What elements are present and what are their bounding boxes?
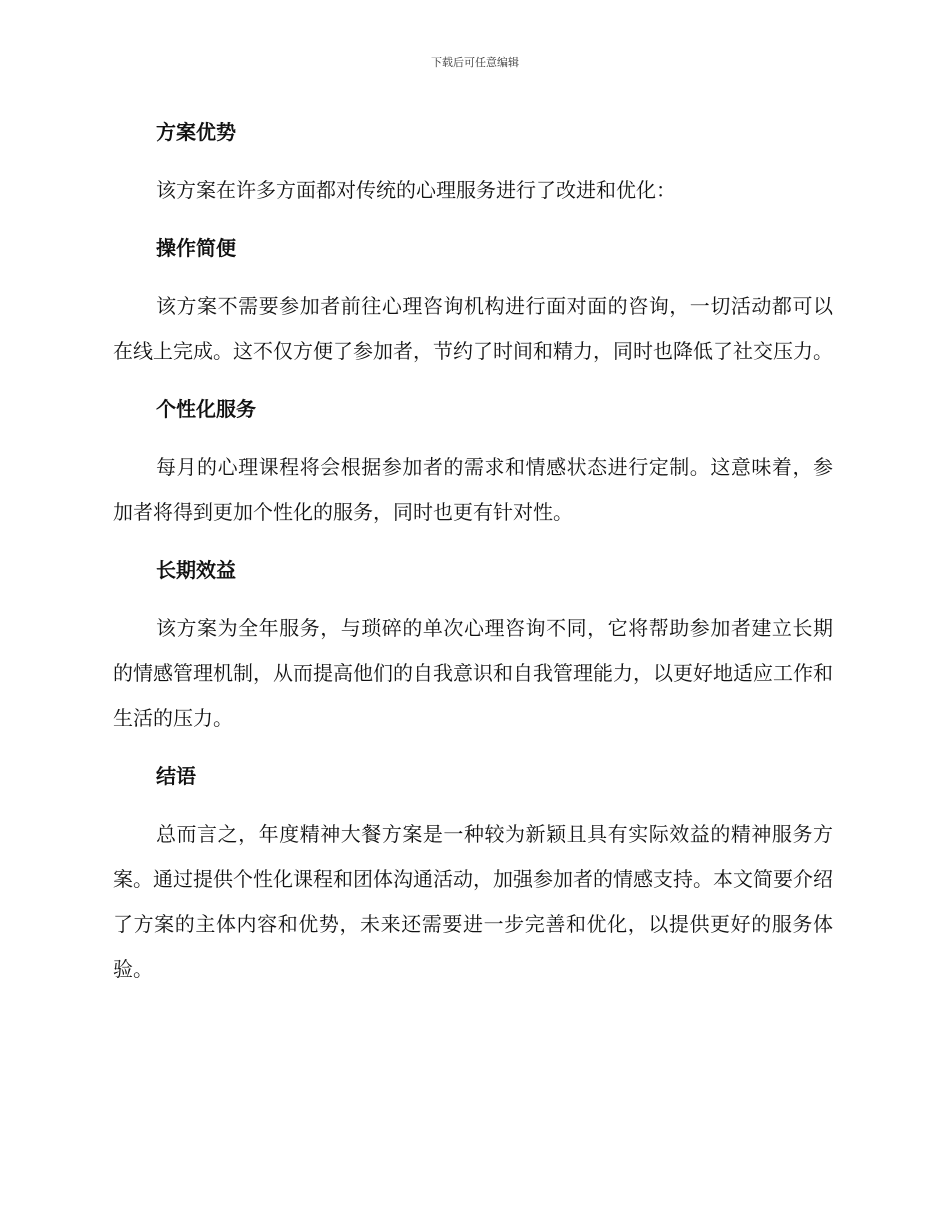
page-header: 下载后可任意编辑 [431,56,519,69]
section-heading-personalized-service: 个性化服务 [156,397,256,421]
section-heading-advantages: 方案优势 [156,120,236,144]
section-heading-conclusion: 结语 [156,764,196,788]
section-paragraph-conclusion: 总而言之，年度精神大餐方案是一种较为新颖且具有实际效益的精神服务方案。通过提供个性化课程和团体沟通活动，加强参加者的情感支持。本文简要介绍了方案的主体内容和优势，未来还需要进一步完善和优化，以提供更好的服务体验。 [113,822,833,981]
section-paragraph-advantages: 该方案在许多方面都对传统的心理服务进行了改进和优化： [156,178,676,202]
document-body [113,110,833,992]
section-heading-long-term-benefit: 长期效益 [156,558,236,582]
section-paragraph-personalized-service: 每月的心理课程将会根据参加者的需求和情感状态进行定制。这意味着，参加者将得到更加个性化的服务，同时也更有针对性。 [113,455,833,524]
section-paragraph-long-term-benefit: 该方案为全年服务，与琐碎的单次心理咨询不同，它将帮助参加者建立长期的情感管理机制，从而提高他们的自我意识和自我管理能力，以更好地适应工作和生活的压力。 [113,616,833,730]
section-heading-easy-operation: 操作简便 [156,236,236,260]
section-paragraph-easy-operation: 该方案不需要参加者前往心理咨询机构进行面对面的咨询，一切活动都可以在线上完成。这不仅方便了参加者，节约了时间和精力，同时也降低了社交压力。 [113,294,833,363]
